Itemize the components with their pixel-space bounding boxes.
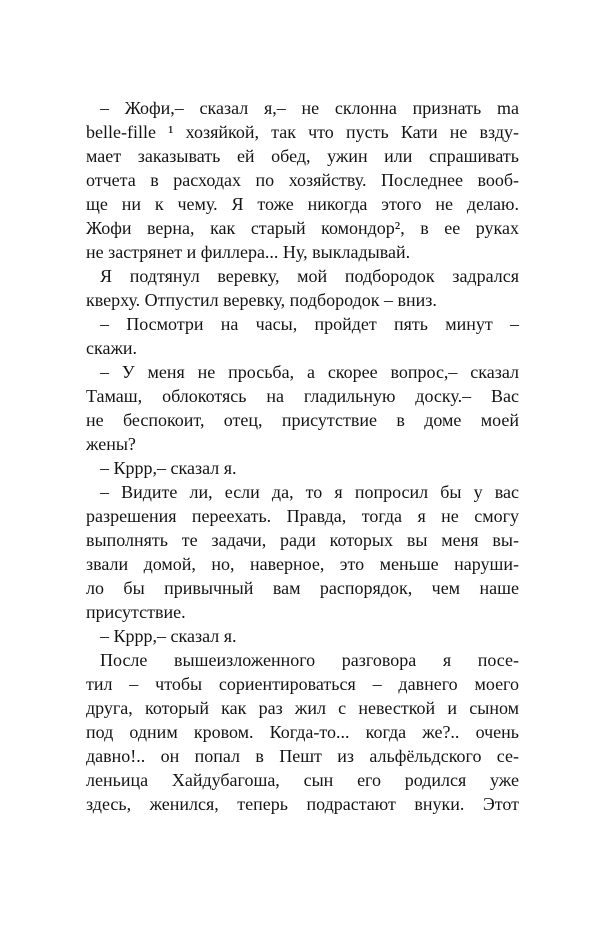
text-line: мает заказывать ей обед, ужин или спрашивать bbox=[86, 146, 519, 166]
text-line: под одним кровом. Когда-то... когда же?.. очень bbox=[86, 722, 519, 742]
text-line: звали домой, но, наверное, это меньше наруши- bbox=[86, 554, 519, 574]
text-line: жены? bbox=[86, 434, 136, 454]
text-line: После вышеизложенного разговора я посе- bbox=[100, 650, 519, 670]
text-line: присутствие. bbox=[86, 602, 186, 622]
text-line: ло бы привычный вам распорядок, чем наше bbox=[86, 578, 519, 598]
text-line: Жофи верна, как старый комондор², в ее руках bbox=[86, 218, 519, 238]
text-line: – У меня не просьба, а скорее вопрос,– сказал bbox=[100, 362, 519, 382]
text-line: давно!.. он попал в Пешт из альфёльдского се- bbox=[86, 746, 519, 766]
text-line: – Посмотри на часы, пройдет пять минут – bbox=[100, 314, 519, 334]
text-line: ще ни к чему. Я тоже никогда этого не делаю. bbox=[86, 194, 519, 214]
text-line: не беспокоит, отец, присутствие в доме моей bbox=[86, 410, 519, 430]
text-line: разрешения переехать. Правда, тогда я не смогу bbox=[86, 506, 519, 526]
text-line: скажи. bbox=[86, 338, 138, 358]
text-line: тил – чтобы сориентироваться – давнего моего bbox=[86, 674, 519, 694]
text-line: леньица Хайдубагоша, сын его родился уже bbox=[86, 770, 519, 790]
text-line: belle-fille ¹ хозяйкой, так что пусть Кати не взду- bbox=[86, 122, 519, 142]
text-line: здесь, женился, теперь подрастают внуки. Этот bbox=[86, 794, 519, 814]
text-line: кверху. Отпустил веревку, подбородок – вниз. bbox=[86, 290, 437, 310]
text-line: Я подтянул веревку, мой подбородок задрался bbox=[100, 266, 519, 286]
text-line: Тамаш, облокотясь на гладильную доску.– Вас bbox=[86, 386, 519, 406]
text-line: – Кррр,– сказал я. bbox=[100, 626, 237, 646]
text-line: отчета в расходах по хозяйству. Последнее вооб- bbox=[86, 170, 519, 190]
text-line: – Видите ли, если да, то я попросил бы у вас bbox=[100, 482, 519, 502]
text-line: – Кррр,– сказал я. bbox=[100, 458, 237, 478]
text-line: не застрянет и филлера... Ну, выкладывай. bbox=[86, 242, 411, 262]
text-line: выполнять те задачи, ради которых вы меня вы- bbox=[86, 530, 519, 550]
text-line: друга, который как раз жил с невесткой и сыном bbox=[86, 698, 519, 718]
text-line: – Жофи,– сказал я,– не склонна признать ma bbox=[100, 98, 519, 118]
